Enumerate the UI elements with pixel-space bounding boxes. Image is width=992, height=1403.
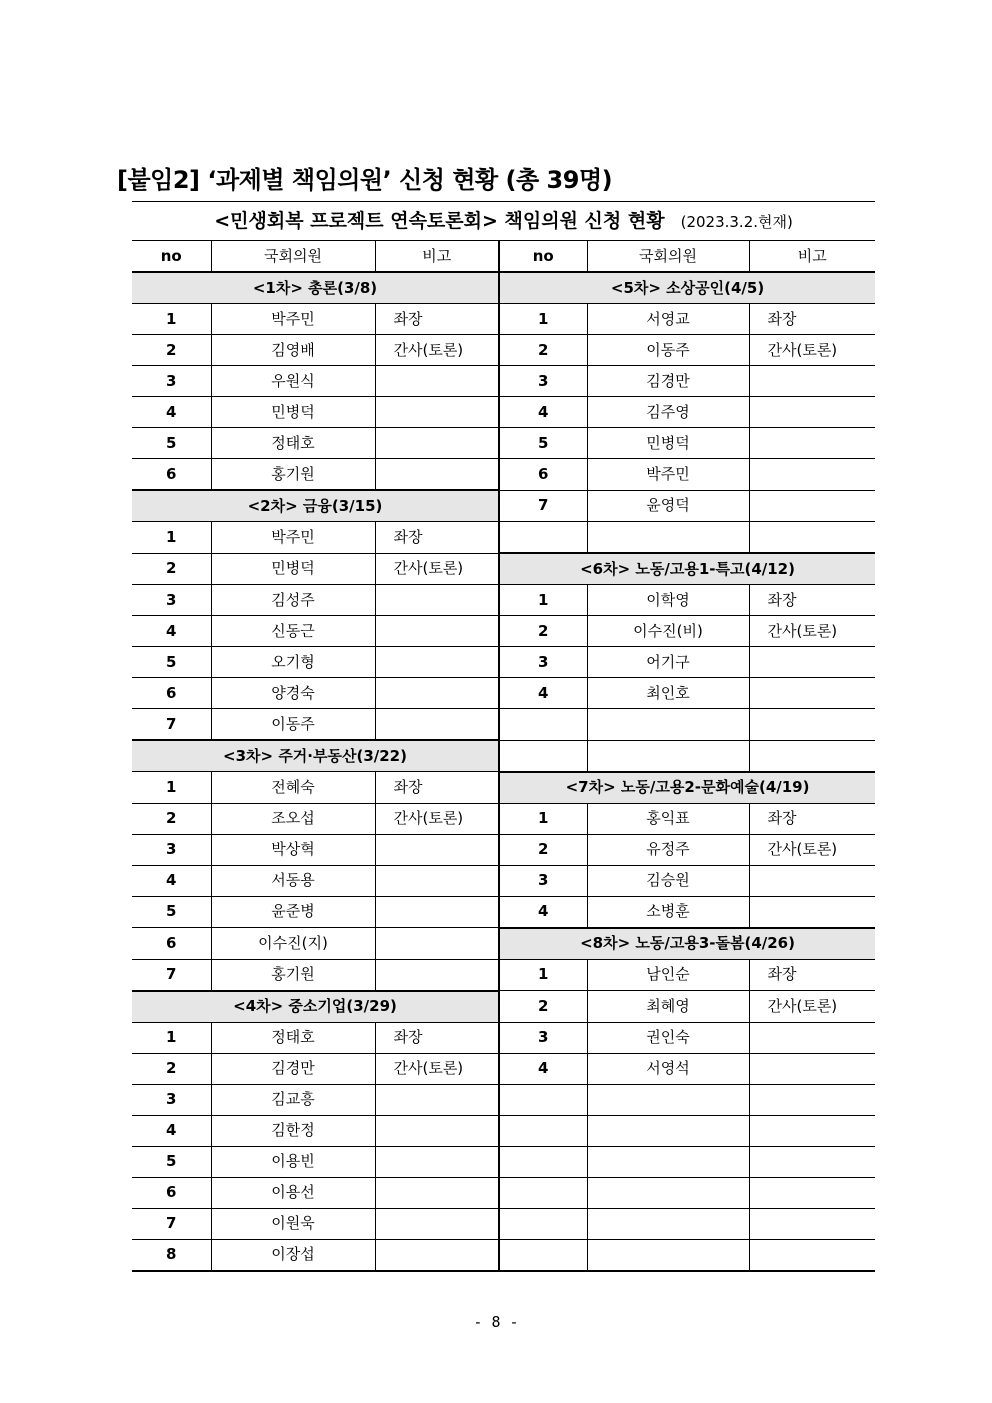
member-name-right: 어기구 — [587, 647, 749, 678]
role-note-left — [375, 1208, 499, 1239]
member-name-left: 오기형 — [211, 647, 375, 678]
member-name-left: 민병덕 — [211, 553, 375, 585]
table-row — [132, 459, 875, 491]
row-no-left: 5 — [132, 647, 211, 678]
row-no-right: 2 — [499, 991, 587, 1023]
row-no-right: 6 — [499, 459, 587, 491]
role-note-left: 좌장 — [375, 304, 499, 335]
session-title-right: <6차> 노동/고용1-특고(4/12) — [499, 553, 875, 585]
table-row — [132, 1022, 875, 1053]
member-name-left: 박상혁 — [211, 834, 375, 865]
row-no-right: 5 — [499, 428, 587, 459]
role-note-left — [375, 366, 499, 397]
table-row — [132, 272, 875, 304]
session-title-right: <5차> 소상공인(4/5) — [499, 272, 875, 304]
role-note-right: 좌장 — [749, 959, 875, 991]
member-name-right: 김승원 — [587, 865, 749, 896]
header-note-right: 비고 — [749, 241, 875, 273]
row-no-right — [499, 1239, 587, 1271]
member-name-left: 김경만 — [211, 1053, 375, 1084]
role-note-left — [375, 397, 499, 428]
table-row — [132, 304, 875, 335]
member-name-left: 박주민 — [211, 304, 375, 335]
row-no-right: 1 — [499, 304, 587, 335]
table-row — [132, 1177, 875, 1208]
role-note-left — [375, 834, 499, 865]
member-name-left: 신동근 — [211, 616, 375, 647]
member-name-right: 이학영 — [587, 585, 749, 616]
member-name-right: 최혜영 — [587, 991, 749, 1023]
table-row — [132, 803, 875, 834]
role-note-right — [749, 1146, 875, 1177]
member-name-right: 박주민 — [587, 459, 749, 491]
row-no-right — [499, 740, 587, 772]
row-no-right — [499, 1177, 587, 1208]
role-note-left — [375, 1084, 499, 1115]
table-row — [132, 678, 875, 709]
session-title-left: <2차> 금융(3/15) — [132, 490, 499, 522]
role-note-left: 간사(토론) — [375, 553, 499, 585]
member-name-right: 남인순 — [587, 959, 749, 991]
row-no-right: 3 — [499, 647, 587, 678]
role-note-right — [749, 1208, 875, 1239]
roster-table — [132, 201, 875, 1272]
role-note-left — [375, 428, 499, 459]
page-number: - 8 - — [473, 1313, 519, 1331]
member-name-left: 이용빈 — [211, 1146, 375, 1177]
row-no-left: 5 — [132, 428, 211, 459]
role-note-right — [749, 459, 875, 491]
table-caption — [132, 202, 875, 241]
row-no-left: 2 — [132, 553, 211, 585]
member-name-left: 이용선 — [211, 1177, 375, 1208]
row-no-left: 3 — [132, 366, 211, 397]
member-name-right: 권인숙 — [587, 1022, 749, 1053]
table-row — [132, 959, 875, 991]
member-name-right: 윤영덕 — [587, 490, 749, 522]
row-no-right: 2 — [499, 834, 587, 865]
row-no-left: 2 — [132, 335, 211, 366]
header-member-left: 국회의원 — [211, 241, 375, 273]
member-name-right — [587, 1208, 749, 1239]
row-no-right: 2 — [499, 616, 587, 647]
table-row — [132, 397, 875, 428]
member-name-right: 최인호 — [587, 678, 749, 709]
role-note-right: 좌장 — [749, 803, 875, 834]
row-no-right: 1 — [499, 585, 587, 616]
member-name-left: 김한정 — [211, 1115, 375, 1146]
row-no-right: 3 — [499, 366, 587, 397]
member-name-left: 김영배 — [211, 335, 375, 366]
member-name-left: 홍기원 — [211, 959, 375, 991]
member-name-left: 정태호 — [211, 1022, 375, 1053]
row-no-left: 3 — [132, 585, 211, 616]
role-note-right: 간사(토론) — [749, 335, 875, 366]
role-note-right: 좌장 — [749, 304, 875, 335]
member-name-left: 우원식 — [211, 366, 375, 397]
member-name-left: 김성주 — [211, 585, 375, 616]
member-name-right: 유정주 — [587, 834, 749, 865]
role-note-right — [749, 896, 875, 928]
role-note-right — [749, 647, 875, 678]
table-row — [132, 428, 875, 459]
role-note-right — [749, 1022, 875, 1053]
table-row — [132, 834, 875, 865]
role-note-right — [749, 865, 875, 896]
row-no-right: 7 — [499, 490, 587, 522]
member-name-left: 이동주 — [211, 709, 375, 741]
role-note-right: 간사(토론) — [749, 991, 875, 1023]
row-no-left: 4 — [132, 1115, 211, 1146]
role-note-right — [749, 678, 875, 709]
role-note-left: 간사(토론) — [375, 335, 499, 366]
header-no-right: no — [499, 241, 587, 273]
row-no-left: 8 — [132, 1239, 211, 1271]
member-name-left: 민병덕 — [211, 397, 375, 428]
session-title-left: <4차> 중소기업(3/29) — [132, 991, 499, 1023]
row-no-right — [499, 522, 587, 554]
member-name-right — [587, 1146, 749, 1177]
role-note-right — [749, 1053, 875, 1084]
row-no-left: 5 — [132, 1146, 211, 1177]
role-note-left: 좌장 — [375, 522, 499, 554]
row-no-left: 2 — [132, 1053, 211, 1084]
member-name-right: 민병덕 — [587, 428, 749, 459]
member-name-left: 양경숙 — [211, 678, 375, 709]
row-no-left: 7 — [132, 959, 211, 991]
member-name-right: 이수진(비) — [587, 616, 749, 647]
member-name-left: 전혜숙 — [211, 772, 375, 804]
row-no-left: 5 — [132, 896, 211, 928]
roster-body — [132, 202, 875, 1271]
role-note-left — [375, 616, 499, 647]
row-no-right: 4 — [499, 397, 587, 428]
role-note-left — [375, 647, 499, 678]
role-note-right: 간사(토론) — [749, 834, 875, 865]
row-no-right: 4 — [499, 678, 587, 709]
role-note-right — [749, 1115, 875, 1146]
row-no-left: 4 — [132, 616, 211, 647]
row-no-left: 4 — [132, 865, 211, 896]
member-name-left: 서동용 — [211, 865, 375, 896]
role-note-left — [375, 865, 499, 896]
member-name-left: 김교흥 — [211, 1084, 375, 1115]
role-note-right — [749, 366, 875, 397]
table-row — [132, 865, 875, 896]
member-name-left: 정태호 — [211, 428, 375, 459]
role-note-left: 간사(토론) — [375, 803, 499, 834]
row-no-right — [499, 1146, 587, 1177]
row-no-left: 7 — [132, 709, 211, 741]
row-no-right — [499, 1115, 587, 1146]
row-no-left: 3 — [132, 1084, 211, 1115]
row-no-right: 1 — [499, 959, 587, 991]
role-note-left: 간사(토론) — [375, 1053, 499, 1084]
row-no-left: 3 — [132, 834, 211, 865]
header-note-left: 비고 — [375, 241, 499, 273]
member-name-left: 이수진(지) — [211, 928, 375, 960]
member-name-right — [587, 522, 749, 554]
table-row — [132, 490, 875, 522]
row-no-left: 6 — [132, 678, 211, 709]
row-no-right — [499, 1208, 587, 1239]
role-note-right — [749, 1177, 875, 1208]
role-note-left — [375, 709, 499, 741]
table-row — [132, 553, 875, 585]
member-name-right — [587, 1115, 749, 1146]
table-title: <민생회복 프로젝트 연속토론회> 책임의원 신청 현황 — [214, 209, 665, 232]
member-name-left: 박주민 — [211, 522, 375, 554]
row-no-left: 1 — [132, 304, 211, 335]
role-note-right — [749, 1084, 875, 1115]
row-no-right: 2 — [499, 335, 587, 366]
role-note-left — [375, 459, 499, 491]
row-no-left: 4 — [132, 397, 211, 428]
role-note-left — [375, 928, 499, 960]
role-note-right: 좌장 — [749, 585, 875, 616]
table-row — [132, 585, 875, 616]
table-row — [132, 928, 875, 960]
role-note-left — [375, 1177, 499, 1208]
member-name-left: 윤준병 — [211, 896, 375, 928]
member-name-left: 조오섭 — [211, 803, 375, 834]
role-note-left — [375, 678, 499, 709]
member-name-right: 김경만 — [587, 366, 749, 397]
table-row — [132, 647, 875, 678]
session-title-left: <3차> 주거·부동산(3/22) — [132, 740, 499, 772]
member-name-right: 서영석 — [587, 1053, 749, 1084]
table-row — [132, 1146, 875, 1177]
member-name-right — [587, 1084, 749, 1115]
member-name-left: 이원욱 — [211, 1208, 375, 1239]
table-row — [132, 1208, 875, 1239]
row-no-left: 6 — [132, 928, 211, 960]
row-no-right: 3 — [499, 865, 587, 896]
member-name-right: 김주영 — [587, 397, 749, 428]
table-row — [132, 709, 875, 741]
role-note-left: 좌장 — [375, 772, 499, 804]
table-row — [132, 335, 875, 366]
role-note-right — [749, 740, 875, 772]
role-note-right — [749, 428, 875, 459]
table-row — [132, 1053, 875, 1084]
role-note-right — [749, 709, 875, 741]
table-row — [132, 616, 875, 647]
table-row — [132, 1239, 875, 1271]
member-name-right — [587, 709, 749, 741]
table-row — [132, 991, 875, 1023]
session-title-left: <1차> 총론(3/8) — [132, 272, 499, 304]
role-note-left: 좌장 — [375, 1022, 499, 1053]
member-name-right: 홍익표 — [587, 803, 749, 834]
row-no-right: 4 — [499, 896, 587, 928]
row-no-right — [499, 709, 587, 741]
member-name-right: 서영교 — [587, 304, 749, 335]
table-row — [132, 1115, 875, 1146]
table-row — [132, 772, 875, 804]
member-name-right: 소병훈 — [587, 896, 749, 928]
member-name-right: 이동주 — [587, 335, 749, 366]
row-no-right: 4 — [499, 1053, 587, 1084]
role-note-left — [375, 1239, 499, 1271]
role-note-left — [375, 959, 499, 991]
role-note-left — [375, 1115, 499, 1146]
member-name-right — [587, 740, 749, 772]
table-date: (2023.3.2.현재) — [680, 212, 793, 231]
header-no-left: no — [132, 241, 211, 273]
member-name-right — [587, 1239, 749, 1271]
row-no-right: 1 — [499, 803, 587, 834]
table-row — [132, 522, 875, 554]
row-no-right: 3 — [499, 1022, 587, 1053]
role-note-right — [749, 490, 875, 522]
role-note-right — [749, 397, 875, 428]
table-row — [132, 740, 875, 772]
row-no-left: 6 — [132, 459, 211, 491]
member-name-left: 홍기원 — [211, 459, 375, 491]
header-member-right: 국회의원 — [587, 241, 749, 273]
row-no-left: 1 — [132, 522, 211, 554]
role-note-left — [375, 1146, 499, 1177]
row-no-left: 7 — [132, 1208, 211, 1239]
row-no-right — [499, 1084, 587, 1115]
role-note-left — [375, 896, 499, 928]
row-no-left: 2 — [132, 803, 211, 834]
table-caption-row — [132, 202, 875, 241]
table-row — [132, 896, 875, 928]
role-note-left — [375, 585, 499, 616]
row-no-left: 1 — [132, 772, 211, 804]
role-note-right — [749, 1239, 875, 1271]
role-note-right — [749, 522, 875, 554]
session-title-right: <7차> 노동/고용2-문화예술(4/19) — [499, 772, 875, 804]
table-row — [132, 1084, 875, 1115]
table-row — [132, 366, 875, 397]
member-name-right — [587, 1177, 749, 1208]
attachment-heading: [붙임2] ‘과제별 책임의원’ 신청 현황 (총 39명) — [117, 166, 613, 194]
header-row — [132, 241, 875, 273]
row-no-left: 6 — [132, 1177, 211, 1208]
row-no-left: 1 — [132, 1022, 211, 1053]
session-title-right: <8차> 노동/고용3-돌봄(4/26) — [499, 928, 875, 960]
role-note-right: 간사(토론) — [749, 616, 875, 647]
member-name-left: 이장섭 — [211, 1239, 375, 1271]
